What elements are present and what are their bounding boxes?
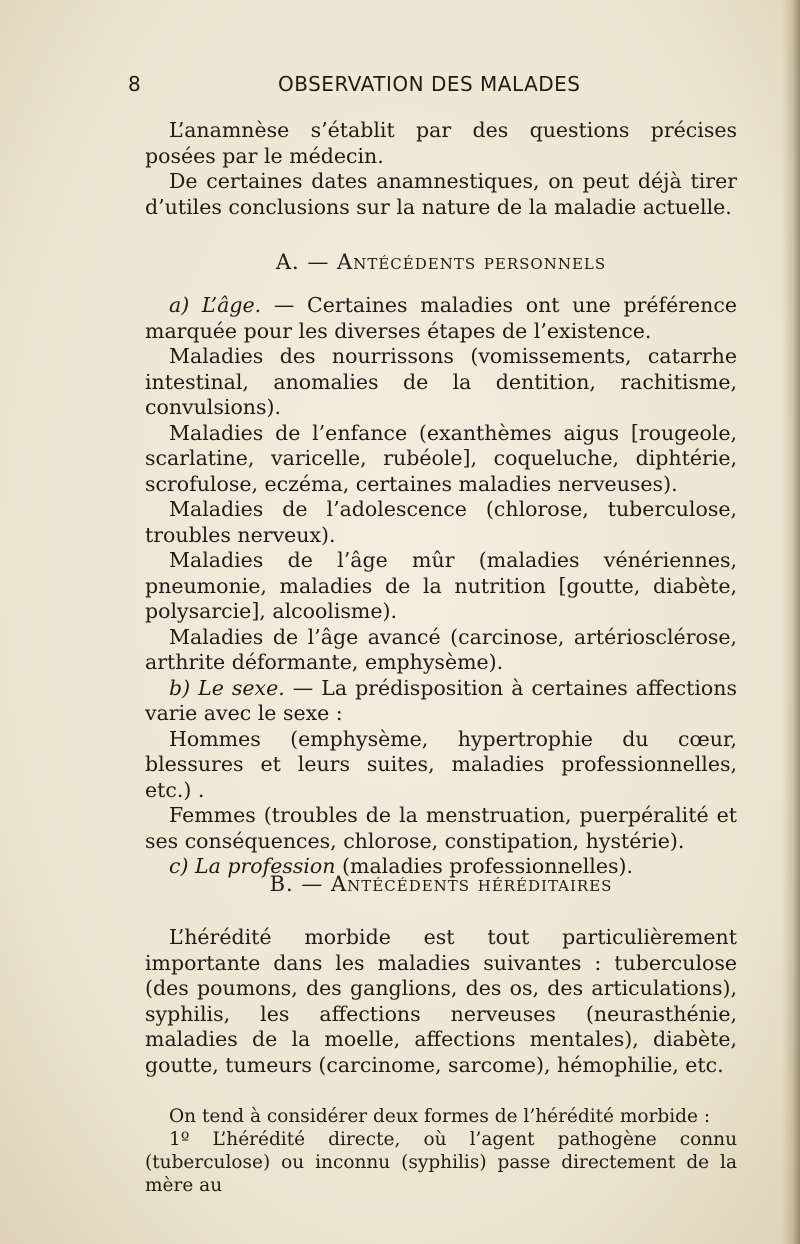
age-item-enfance: Maladies de l’enfance (exanthèmes aigus [rougeole, scarlatine, varicelle, rubéole], coqueluche, diphtérie, scrofulose, eczéma, certaines maladies nerveuses). (145, 420, 737, 496)
page-number: 8 (128, 72, 142, 96)
section-a-heading: A. — Antécédents personnels (275, 250, 607, 274)
intro-paragraph-1: L’anamnèse s’établit par des questions précises posées par le médecin. (145, 118, 737, 168)
age-item-age-avance: Maladies de l’âge avancé (carcinose, artériosclérose, arthrite déformante, emphysème). (145, 624, 737, 674)
age-text: — Certaines maladies ont une préférence marquée pour les diverses étapes de l’existence. (145, 293, 737, 343)
heredity-forms-intro: On tend à considérer deux formes de l’hérédité morbide : (169, 1106, 711, 1127)
intro-block (145, 118, 737, 220)
section-b-body (145, 925, 737, 1078)
section-a-body (145, 293, 737, 880)
age-label: a) L’âge. (169, 293, 262, 317)
age-paragraph (145, 293, 737, 344)
running-head: OBSERVATION DES MALADES (278, 72, 581, 96)
intro-paragraph-2: De certaines dates anamnestiques, on peut déjà tirer d’utiles conclusions sur la nature de la maladie actuelle. (145, 169, 737, 219)
heredity-form-1: 1º L’hérédité directe, où l’agent pathogène connu (tuberculose) ou inconnu (syphilis) passe directement de la mère au (145, 1129, 737, 1196)
age-item-nourrissons: Maladies des nourrissons (vomissements, catarrhe intestinal, anomalies de la dentition, rachitisme, convulsions). (145, 344, 737, 419)
profession-text: (maladies professionnelles). (335, 854, 634, 878)
sexe-label: b) Le sexe. (169, 675, 285, 700)
sexe-text: — La prédisposition à certaines affections varie avec le sexe : (145, 675, 737, 725)
age-item-adolescence: Maladies de l’adolescence (chlorose, tuberculose, troubles nerveux). (145, 497, 737, 547)
profession-label: c) La profession (169, 854, 336, 878)
age-item-age-mur: Maladies de l’âge mûr (maladies vénériennes, pneumonie, maladies de la nutrition [goutte, diabète, polysarcie], alcoolisme). (145, 548, 737, 623)
section-b-heading-block (145, 872, 737, 898)
page-spine-shadow (782, 0, 800, 1244)
heredity-paragraph: L’hérédité morbide est tout particulièrement importante dans les maladies suivantes : tuberculose (des poumons, des ganglions, des os, des articulations), syphilis, les affections nerveuses (neurasthénie, maladies de la moelle, affections mentales), diabète, goutte, tumeurs (carcinome, sarcome), hémophilie, etc. (145, 925, 737, 1077)
section-b-small-print (145, 1105, 737, 1197)
section-b-heading: B. — Antécédents héréditaires (269, 872, 613, 896)
section-a-heading-block (145, 250, 737, 276)
sexe-item-hommes: Hommes (emphysème, hypertrophie du cœur, blessures et leurs suites, maladies professionnelles, etc.) . (145, 726, 737, 802)
sexe-item-femmes: Femmes (troubles de la menstruation, puerpéralité et ses conséquences, chlorose, constipation, hystérie). (145, 803, 737, 853)
sexe-paragraph (145, 676, 737, 727)
